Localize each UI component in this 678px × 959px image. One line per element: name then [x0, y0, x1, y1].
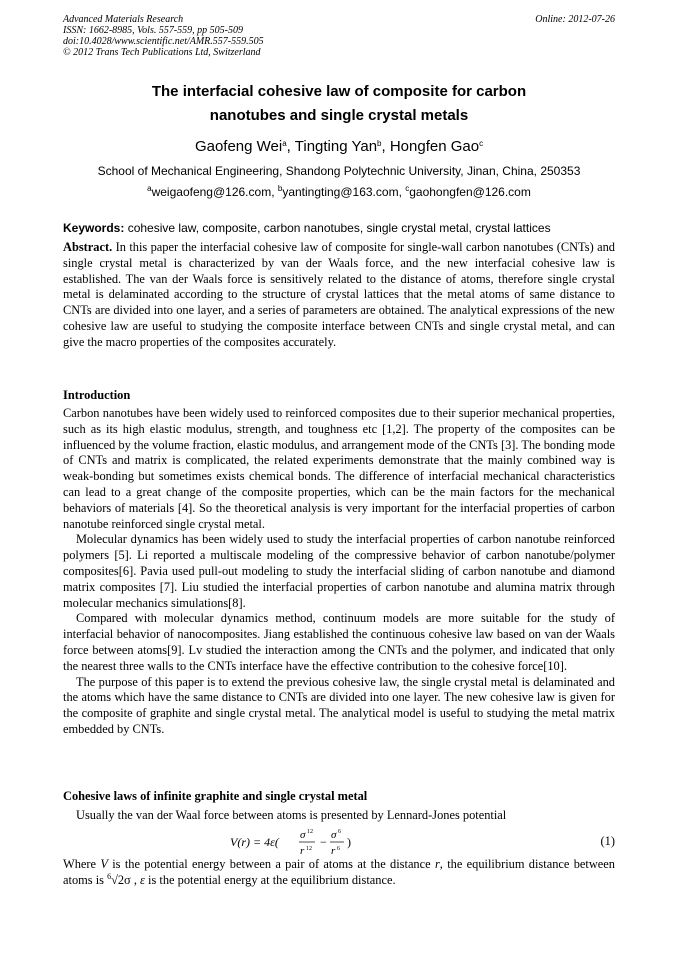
cohesive-intro: Usually the van der Waal force between atoms is presented by Lennard-Jones potential [76, 808, 507, 822]
intro-paragraph: The purpose of this paper is to extend the previous cohesive law, the single crystal metal is delaminated and the atoms which have the same distance to CNTs are divided into one layer. The new cohesive law is given for the composite of graphite and single crystal metal. The analytical model is useful to studying the metal matrix embedded by CNTs. [63, 674, 615, 736]
intro-paragraph: Carbon nanotubes have been widely used to reinforced composites due to their superior mechanical properties, such as its high elastic modulus, strength, and toughness etc [1,2]. The property of the composites can be influenced by the volume fraction, elastic modulus, and arrangement mode of the CNTs [3]. The bonding mode of CNTs and matrix is complicated, the related experiments demonstrate that the mainly combined way is weak-bonding but sometimes exists chemical bonds. The difference of interfacial mechanical characteristics can lead to a great change of the composite properties, which can be the main factors for the mechanical behaviors of materials [4]. So the theoretical analysis is very important for the interfacial properties of carbon nanotube reinforced single crystal metal. [63, 406, 615, 531]
where-var: V [100, 857, 108, 871]
title-line-1: The interfacial cohesive law of composite for carbon [151, 83, 527, 100]
author-name: Hongfen Gao [389, 138, 480, 155]
email-sup: b [277, 184, 283, 193]
author-list: Gaofeng Wei$^a$, Tingting Yan$^b$, Hongfen Gao$^c$ [194, 138, 484, 155]
eq-exp1: 12 [307, 829, 313, 835]
eq-num2: σ [331, 829, 337, 841]
abstract-label: Abstract. [63, 240, 113, 254]
email-address[interactable]: gaohongfen@126.com [409, 185, 531, 199]
cohesive-heading: Cohesive laws of infinite graphite and single crystal metal [63, 789, 368, 803]
eq-exp2-den: 6 [337, 846, 340, 852]
email-list: $^a$weigaofeng@126.com, $^b$yantingting@163.com, $^c$gaohongfen@126.com [147, 184, 531, 199]
where-text: Where [63, 857, 101, 871]
root-index: 6 [107, 871, 112, 881]
eq-den1: r [300, 845, 305, 857]
where-var: r [434, 857, 440, 871]
where-text: is the potential energy at the equilibrium distance. [144, 872, 396, 887]
introduction-body [63, 406, 615, 738]
eq-exp1-den: 12 [306, 846, 312, 852]
journal-header [63, 14, 615, 58]
eq-den2: r [331, 845, 336, 857]
where-text: , the equilibrium distance between atoms is [63, 857, 615, 887]
cohesive-body [63, 808, 615, 824]
intro-paragraph: Compared with molecular dynamics method, continuum models are more suitable for the study of interfacial behavior of nanocomposites. Jiang established the continuous cohesive law based on van der Waals force between atoms[9]. Lv studied the interaction among the CNTs and the polymer, and indicated that only the nearest three walls to the CNTs interface have the effective contribution to the cohesive force[10]. [63, 611, 615, 673]
journal-doi: doi:10.4028/www.scientific.net/AMR.557-559.505 [63, 36, 264, 47]
journal-issn: ISSN: 1662-8985, Vols. 557-559, pp 505-509 [63, 25, 243, 36]
abstract-text: In this paper the interfacial cohesive law of composite for single-wall carbon nanotubes (CNTs) and single crystal metal is characterized by van der Waals force, and the new interfacial cohesive law is established. The van der Waals force is sensitively related to the distance of atoms, therefore single crystal metal is delaminated according to the structure of crystal lattices that the metal atoms of same distance to CNTs are divided into one layer, and a series of parameters are obtained. The analytical expressions of the new cohesive law are useful to studying the composite interface between CNTs and single crystal metal, and can give the macro properties of the composites accurately. [63, 240, 615, 349]
eq-lhs: V(r) = 4ε( [230, 835, 279, 849]
email-sup: a [147, 184, 152, 193]
affiliation: School of Mechanical Engineering, Shandong Polytechnic University, Jinan, China, 250353 [97, 164, 581, 178]
eq-rhs: ) [347, 835, 351, 849]
author-name: Gaofeng Wei [194, 138, 283, 155]
where-paragraph [63, 857, 615, 889]
equation-number: (1) [600, 834, 615, 848]
email-address[interactable]: weigaofeng@126.com [151, 185, 272, 199]
where-text: , [130, 872, 141, 887]
keywords [63, 220, 615, 236]
where-var: ε [140, 872, 145, 887]
keywords-label: Keywords: [63, 221, 125, 235]
journal-name: Advanced Materials Research [63, 14, 184, 25]
abstract [63, 240, 615, 351]
eq-minus: − [320, 835, 327, 849]
title-line-2: nanotubes and single crystal metals [209, 107, 469, 124]
paper-title [63, 80, 615, 128]
email-address[interactable]: yantingting@163.com [282, 185, 399, 199]
author-sup: b [377, 139, 382, 148]
online-date: Online: 2012-07-26 [535, 14, 615, 25]
introduction-heading: Introduction [63, 388, 131, 402]
author-sup: c [479, 139, 484, 148]
keywords-text: cohesive law, composite, carbon nanotubes, single crystal metal, crystal lattices [127, 221, 551, 235]
where-text: is the potential energy between a pair of atoms at the distance [107, 857, 435, 871]
email-sup: c [405, 184, 410, 193]
eq-exp2: 6 [338, 829, 341, 835]
lennard-jones-equation [230, 826, 370, 858]
journal-copyright: © 2012 Trans Tech Publications Ltd, Switzerland [63, 47, 261, 58]
root-expression: √2σ [111, 872, 131, 887]
eq-num1: σ [300, 829, 306, 841]
intro-paragraph: Molecular dynamics has been widely used to study the interfacial properties of carbon nanotube reinforced polymers [5]. Li reported a multiscale modeling of the compressive behavior of carbon nanotube/polymer composites[6]. Pavia used pull-out modeling to study the interfacial sliding of carbon nanotube and diamond matrix composites [7]. Liu studied the interfacial properties of carbon nanotube and alumina matrix through molecular mechanics simulations[8]. [63, 532, 615, 610]
author-name: Tingting Yan [294, 138, 378, 155]
author-sup: a [282, 139, 287, 148]
